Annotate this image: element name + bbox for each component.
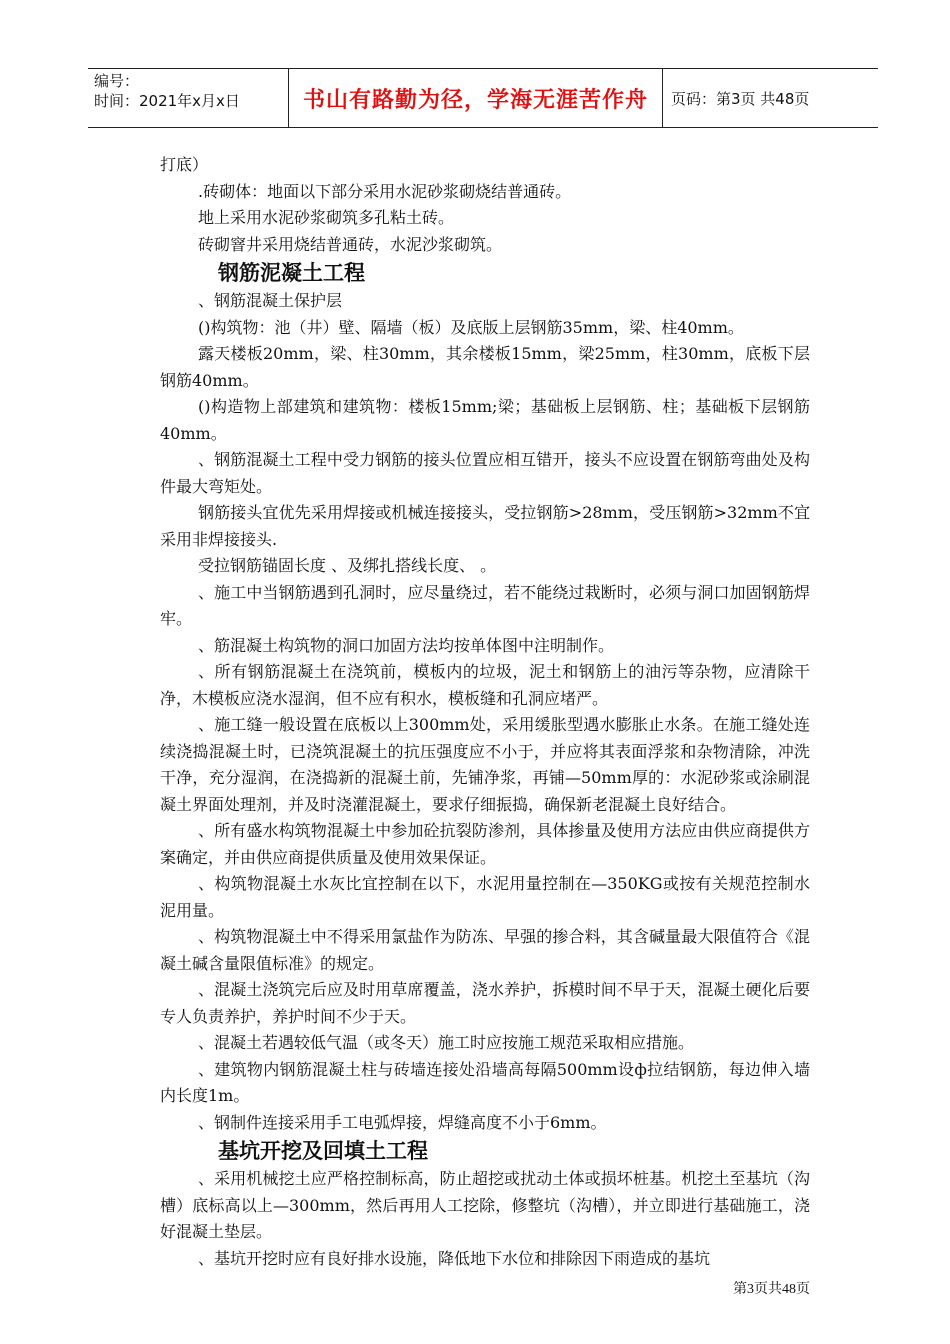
paragraph: .砖砌体：地面以下部分采用水泥砂浆砌烧结普通砖。 — [198, 181, 572, 201]
paragraph: 砖砌窨井采用烧结普通砖，水泥沙浆砌筑。 — [198, 234, 503, 254]
paragraph: 、所有钢筋混凝土在浇筑前，模板内的垃圾，泥土和钢筋上的油污等杂物，应清除干净，木模板应浇水湿润，但不应有积水，模板缝和孔洞应堵严。 — [160, 662, 810, 708]
paragraph: 、采用机械挖土应严格控制标高，防止超挖或扰动土体或损坏桩基。机挖土至基坑（沟槽）底标高以上—300mm，然后再用人工挖除，修整坑（沟槽），并立即进行基础施工，浇好混凝土垫层。 — [160, 1169, 810, 1241]
paragraph: 、钢筋混凝土保护层 — [198, 291, 343, 310]
section-heading: 钢筋泥凝土工程 — [218, 260, 365, 285]
paragraph: 钢筋接头宜优先采用焊接或机械连接接头，受拉钢筋>28mm，受压钢筋>32mm不宜采用非焊接接头. — [160, 503, 810, 549]
paragraph: ()构筑物：池（井）壁、隔墙（板）及底版上层钢筋35mm，梁、柱40mm。 — [198, 317, 744, 337]
paragraph: 、构筑物混凝土中不得采用氯盐作为防冻、早强的掺合料，其含碱量最大限值符合《混凝土碱含量限值标准》的规定。 — [160, 927, 810, 973]
header-motto: 书山有路勤为径，学海无涯苦作舟 — [288, 69, 663, 127]
document-body — [160, 152, 810, 1272]
paragraph: 、构筑物混凝土水灰比宜控制在以下，水泥用量控制在—350KG或按有关规范控制水泥用量。 — [160, 874, 810, 920]
paragraph: 、基坑开挖时应有良好排水设施，降低地下水位和排除因下雨造成的基坑 — [198, 1248, 711, 1268]
serial-label: 编号： — [94, 72, 140, 90]
time-label: 时间：2021年x月x日 — [94, 92, 240, 110]
paragraph: 、混凝土若遇较低气温（或冬天）施工时应按施工规范采取相应措施。 — [198, 1033, 695, 1052]
paragraph: 地上采用水泥砂浆砌筑多孔粘土砖。 — [198, 208, 455, 227]
paragraph: 受拉钢筋锚固长度 、及绑扎搭线长度、 。 — [198, 556, 497, 575]
section-heading: 基坑开挖及回填土工程 — [218, 1138, 428, 1163]
paragraph: 、建筑物内钢筋混凝土柱与砖墙连接处沿墙高每隔500mm设ф拉结钢筋，每边伸入墙内长度1m。 — [160, 1059, 810, 1105]
paragraph: 露天楼板20mm，梁、柱30mm，其余楼板15mm，梁25mm，柱30mm，底板下层钢筋40mm。 — [160, 344, 810, 390]
page-header — [88, 68, 878, 128]
header-page-info: 页码：第3页 共48页 — [671, 89, 810, 108]
paragraph: ()构造物上部建筑和建筑物：楼板15mm;梁；基础板上层钢筋、柱；基础板下层钢筋40mm。 — [160, 397, 810, 443]
paragraph: 、混凝土浇筑完后应及时用草席覆盖，浇水养护，拆模时间不早于天，混凝土硬化后要专人负责养护，养护时间不少于天。 — [160, 980, 810, 1026]
header-meta — [88, 69, 288, 127]
paragraph: 、筋混凝土构筑物的洞口加固方法均按单体图中注明制作。 — [198, 635, 615, 655]
paragraph: 、所有盛水构筑物混凝土中参加砼抗裂防渗剂，具体掺量及使用方法应由供应商提供方案确定，并由供应商提供质量及使用效果保证。 — [160, 821, 810, 867]
paragraph: 、钢制件连接采用手工电弧焊接，焊缝高度不小于6mm。 — [198, 1112, 607, 1132]
paragraph: 、施工中当钢筋遇到孔洞时，应尽量绕过，若不能绕过栽断时，必须与洞口加固钢筋焊牢。 — [160, 582, 810, 628]
paragraph: 、钢筋混凝土工程中受力钢筋的接头位置应相互错开，接头不应设置在钢筋弯曲处及构件最大弯矩处。 — [160, 450, 810, 496]
page-footer: 第3页共48页 — [733, 1282, 810, 1297]
paragraph: 打底） — [160, 155, 209, 174]
paragraph: 、施工缝一般设置在底板以上300mm处，采用缓胀型遇水膨胀止水条。在施工缝处连续浇捣混凝土时，已浇筑混凝土的抗压强度应不小于，并应将其表面浮浆和杂物清除，冲洗干净，充分湿润，在浇捣新的混凝土前，先铺净浆，再铺—50mm厚的：水泥砂浆或涂刷混凝土界面处理剂，并及时浇灌混凝土，要求仔细振捣，确保新老混凝土良好结合。 — [160, 715, 810, 814]
